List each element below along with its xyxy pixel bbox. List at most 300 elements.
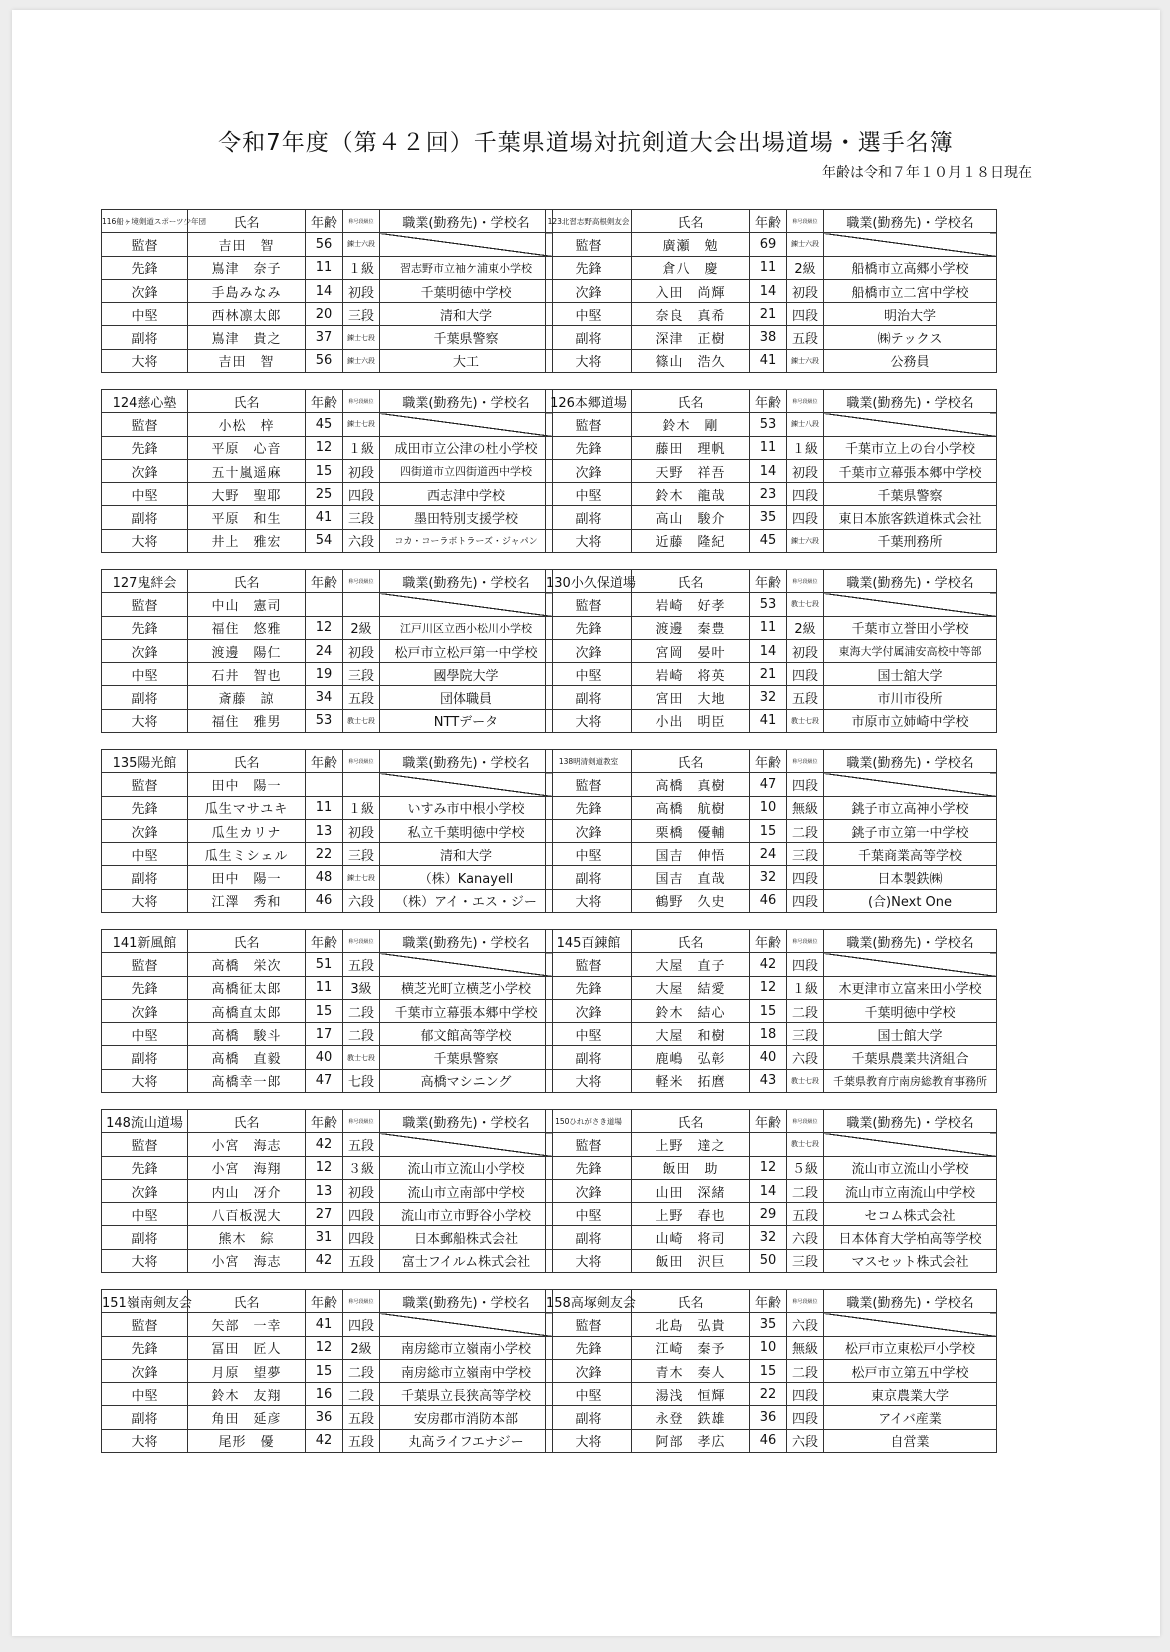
name-cell: 高橋征太郎 bbox=[188, 976, 306, 999]
header-job: 職業(勤務先)・学校名 bbox=[824, 210, 997, 233]
name-cell: 岩崎 好孝 bbox=[632, 593, 750, 616]
rank-cell: 四段 bbox=[787, 866, 824, 889]
job-cell: 千葉市立幕張本郷中学校 bbox=[380, 999, 553, 1022]
job-cell: 団体職員 bbox=[380, 686, 553, 709]
name-cell: 上野 達之 bbox=[632, 1133, 750, 1156]
dojo-name: 150ひれがさき道場 bbox=[546, 1110, 632, 1133]
job-cell: 銚子市立第一中学校 bbox=[824, 819, 997, 842]
age-cell: 35 bbox=[750, 1313, 787, 1336]
position-cell: 中堅 bbox=[546, 303, 632, 326]
header-job: 職業(勤務先)・学校名 bbox=[824, 570, 997, 593]
name-cell: 小松 梓 bbox=[188, 413, 306, 436]
table-row bbox=[102, 663, 553, 686]
header-age: 年齢 bbox=[750, 570, 787, 593]
job-cell: 江戸川区立西小松川小学校 bbox=[380, 616, 553, 639]
position-cell: 副将 bbox=[546, 866, 632, 889]
age-cell: 69 bbox=[750, 233, 787, 256]
age-cell: 12 bbox=[750, 976, 787, 999]
job-cell: 木更津市立富来田小学校 bbox=[824, 976, 997, 999]
dojo-name: 124慈心塾 bbox=[102, 390, 188, 413]
age-cell: 20 bbox=[306, 303, 343, 326]
table-row bbox=[546, 413, 997, 436]
position-cell: 先鋒 bbox=[546, 976, 632, 999]
rank-cell: 初段 bbox=[343, 819, 380, 842]
age-cell: 14 bbox=[306, 279, 343, 302]
name-cell: 手島みなみ bbox=[188, 279, 306, 302]
name-cell: 熊木 綜 bbox=[188, 1226, 306, 1249]
age-cell: 12 bbox=[306, 1156, 343, 1179]
job-cell: 千葉県立長狭高等学校 bbox=[380, 1383, 553, 1406]
job-cell bbox=[824, 1133, 997, 1156]
rank-cell: 四段 bbox=[787, 303, 824, 326]
name-cell: 栗橋 優輔 bbox=[632, 819, 750, 842]
header-job: 職業(勤務先)・学校名 bbox=[824, 930, 997, 953]
rank-cell: 五段 bbox=[343, 953, 380, 976]
age-cell: 10 bbox=[750, 1336, 787, 1359]
table-row bbox=[102, 1313, 553, 1336]
dojo-name: 116船ヶ境剣道スポーツ少年団 bbox=[102, 210, 188, 233]
job-cell: 千葉県農業共済組合 bbox=[824, 1046, 997, 1069]
table-row bbox=[102, 1406, 553, 1429]
job-cell: いすみ市中根小学校 bbox=[380, 796, 553, 819]
age-cell: 42 bbox=[306, 1133, 343, 1156]
page-title: 令和7年度（第４２回）千葉県道場対抗剣道大会出場道場・選手名簿 bbox=[218, 130, 954, 156]
rank-cell: １級 bbox=[787, 436, 824, 459]
table-row bbox=[546, 796, 997, 819]
header-rank: 称号段級位 bbox=[787, 1290, 824, 1313]
name-cell: 宮岡 晏叶 bbox=[632, 639, 750, 662]
position-cell: 先鋒 bbox=[102, 436, 188, 459]
age-cell: 12 bbox=[306, 1336, 343, 1359]
position-cell: 中堅 bbox=[546, 1383, 632, 1406]
position-cell: 監督 bbox=[102, 1313, 188, 1336]
age-cell: 45 bbox=[306, 413, 343, 436]
position-cell: 先鋒 bbox=[102, 1336, 188, 1359]
position-cell: 中堅 bbox=[546, 1203, 632, 1226]
header-rank: 称号段級位 bbox=[343, 1110, 380, 1133]
table-row bbox=[546, 459, 997, 482]
age-cell: 42 bbox=[750, 953, 787, 976]
table-row bbox=[546, 1046, 997, 1069]
job-cell: 明治大学 bbox=[824, 303, 997, 326]
job-cell bbox=[380, 593, 553, 616]
job-cell: （株）Kanayell bbox=[380, 866, 553, 889]
age-cell: 21 bbox=[750, 303, 787, 326]
header-name: 氏名 bbox=[188, 210, 306, 233]
rank-cell: 七段 bbox=[343, 1069, 380, 1092]
table-row bbox=[102, 889, 553, 912]
roster-page bbox=[12, 10, 1160, 1636]
age-cell: 15 bbox=[306, 999, 343, 1022]
position-cell: 次鋒 bbox=[102, 639, 188, 662]
table-row bbox=[546, 1179, 997, 1202]
age-cell: 13 bbox=[306, 1179, 343, 1202]
header-name: 氏名 bbox=[188, 930, 306, 953]
rank-cell: 四段 bbox=[787, 773, 824, 796]
table-row bbox=[546, 1069, 997, 1092]
table-row bbox=[546, 436, 997, 459]
job-cell: 公務員 bbox=[824, 349, 997, 372]
header-age: 年齢 bbox=[306, 1110, 343, 1133]
name-cell: 井上 雅宏 bbox=[188, 529, 306, 552]
table-row bbox=[102, 1383, 553, 1406]
rank-cell: 四段 bbox=[343, 1203, 380, 1226]
job-cell: 習志野市立袖ケ浦東小学校 bbox=[380, 256, 553, 279]
name-cell: 斎藤 諒 bbox=[188, 686, 306, 709]
table-row bbox=[102, 303, 553, 326]
age-cell: 46 bbox=[306, 889, 343, 912]
name-cell: 近藤 隆紀 bbox=[632, 529, 750, 552]
dojo-name: 138明清剣道教室 bbox=[546, 750, 632, 773]
name-cell: 高山 駿介 bbox=[632, 506, 750, 529]
table-row bbox=[546, 483, 997, 506]
age-cell: 53 bbox=[306, 709, 343, 732]
header-rank: 称号段級位 bbox=[343, 1290, 380, 1313]
header-job: 職業(勤務先)・学校名 bbox=[380, 750, 553, 773]
table-row bbox=[546, 709, 997, 732]
position-cell: 副将 bbox=[102, 326, 188, 349]
rank-cell: 二段 bbox=[787, 1359, 824, 1382]
rank-cell: 三段 bbox=[343, 303, 380, 326]
table-row bbox=[102, 999, 553, 1022]
job-cell: 国士舘大学 bbox=[824, 663, 997, 686]
age-cell: 14 bbox=[750, 459, 787, 482]
rank-cell: 五段 bbox=[787, 326, 824, 349]
rank-cell: 五段 bbox=[787, 1203, 824, 1226]
rank-cell: １級 bbox=[343, 796, 380, 819]
job-cell: （株）アイ・エス・ジー bbox=[380, 889, 553, 912]
name-cell: 宮田 大地 bbox=[632, 686, 750, 709]
age-cell: 21 bbox=[750, 663, 787, 686]
age-cell bbox=[306, 593, 343, 616]
team-table bbox=[101, 569, 553, 733]
team-table bbox=[545, 1289, 997, 1453]
table-row bbox=[102, 349, 553, 372]
name-cell: 小宮 海志 bbox=[188, 1133, 306, 1156]
table-row bbox=[546, 256, 997, 279]
name-cell: 瓜生カリナ bbox=[188, 819, 306, 842]
rank-cell: 二段 bbox=[343, 1359, 380, 1382]
age-cell: 24 bbox=[750, 843, 787, 866]
name-cell: 鈴木 結心 bbox=[632, 999, 750, 1022]
header-age: 年齢 bbox=[750, 390, 787, 413]
table-row bbox=[102, 1359, 553, 1382]
job-cell: 千葉刑務所 bbox=[824, 529, 997, 552]
name-cell: 高橋 駿斗 bbox=[188, 1023, 306, 1046]
age-cell: 14 bbox=[750, 279, 787, 302]
table-row bbox=[102, 326, 553, 349]
position-cell: 次鋒 bbox=[546, 1179, 632, 1202]
header-rank: 称号段級位 bbox=[343, 210, 380, 233]
team-table bbox=[545, 749, 997, 913]
age-cell: 14 bbox=[750, 639, 787, 662]
rank-cell: 錬士六段 bbox=[787, 349, 824, 372]
table-row bbox=[546, 843, 997, 866]
position-cell: 中堅 bbox=[102, 303, 188, 326]
rank-cell: １級 bbox=[787, 976, 824, 999]
position-cell: 大将 bbox=[546, 709, 632, 732]
name-cell: 飯田 沢巨 bbox=[632, 1249, 750, 1272]
rank-cell: 錬士七段 bbox=[343, 866, 380, 889]
age-cell: 43 bbox=[750, 1069, 787, 1092]
table-row bbox=[102, 1069, 553, 1092]
name-cell: 国吉 直哉 bbox=[632, 866, 750, 889]
dojo-name: 148流山道場 bbox=[102, 1110, 188, 1133]
dojo-name: 127鬼絆会 bbox=[102, 570, 188, 593]
table-row bbox=[102, 256, 553, 279]
header-name: 氏名 bbox=[632, 1290, 750, 1313]
job-cell: 船橋市立高郷小学校 bbox=[824, 256, 997, 279]
age-cell: 15 bbox=[306, 1359, 343, 1382]
age-cell: 41 bbox=[750, 349, 787, 372]
job-cell: 千葉県警察 bbox=[380, 1046, 553, 1069]
name-cell: 平原 和生 bbox=[188, 506, 306, 529]
rank-cell bbox=[343, 593, 380, 616]
name-cell: 西林凛太郎 bbox=[188, 303, 306, 326]
name-cell: 渡邊 陽仁 bbox=[188, 639, 306, 662]
table-row bbox=[102, 953, 553, 976]
age-cell: 15 bbox=[750, 1359, 787, 1382]
name-cell: 大野 聖耶 bbox=[188, 483, 306, 506]
age-cell: 13 bbox=[306, 819, 343, 842]
job-cell: 市原市立姉崎中学校 bbox=[824, 709, 997, 732]
age-cell: 32 bbox=[750, 1226, 787, 1249]
header-job: 職業(勤務先)・学校名 bbox=[824, 390, 997, 413]
job-cell: 横芝光町立横芝小学校 bbox=[380, 976, 553, 999]
position-cell: 先鋒 bbox=[102, 616, 188, 639]
name-cell: 中山 憲司 bbox=[188, 593, 306, 616]
position-cell: 次鋒 bbox=[546, 459, 632, 482]
name-cell: 高橋 航樹 bbox=[632, 796, 750, 819]
team-table bbox=[545, 929, 997, 1093]
rank-cell: 六段 bbox=[787, 1313, 824, 1336]
age-cell: 11 bbox=[306, 976, 343, 999]
job-cell bbox=[380, 773, 553, 796]
position-cell: 大将 bbox=[102, 709, 188, 732]
header-rank: 称号段級位 bbox=[343, 570, 380, 593]
name-cell: 高橋 直毅 bbox=[188, 1046, 306, 1069]
header-age: 年齢 bbox=[306, 930, 343, 953]
name-cell: 軽米 拓麿 bbox=[632, 1069, 750, 1092]
header-name: 氏名 bbox=[632, 570, 750, 593]
job-cell: 松戸市立第五中学校 bbox=[824, 1359, 997, 1382]
age-cell: 56 bbox=[306, 349, 343, 372]
header-rank: 称号段級位 bbox=[787, 930, 824, 953]
job-cell: 千葉商業高等学校 bbox=[824, 843, 997, 866]
position-cell: 監督 bbox=[102, 953, 188, 976]
age-cell: 12 bbox=[306, 436, 343, 459]
rank-cell: 初段 bbox=[787, 459, 824, 482]
name-cell: 小出 明臣 bbox=[632, 709, 750, 732]
team-header-row bbox=[102, 570, 553, 593]
name-cell: 岩崎 将英 bbox=[632, 663, 750, 686]
table-row bbox=[546, 1383, 997, 1406]
rank-cell: 二段 bbox=[343, 999, 380, 1022]
job-cell bbox=[824, 233, 997, 256]
age-cell: 40 bbox=[750, 1046, 787, 1069]
age-cell: 31 bbox=[306, 1226, 343, 1249]
rank-cell: 錬士六段 bbox=[787, 233, 824, 256]
table-row bbox=[102, 1023, 553, 1046]
header-age: 年齢 bbox=[306, 750, 343, 773]
rank-cell: ５級 bbox=[787, 1156, 824, 1179]
rank-cell: 教士七段 bbox=[787, 709, 824, 732]
job-cell: 清和大学 bbox=[380, 303, 553, 326]
rank-cell: 初段 bbox=[343, 639, 380, 662]
rank-cell: 錬士七段 bbox=[343, 326, 380, 349]
table-row bbox=[546, 1203, 997, 1226]
job-cell: 流山市立南流山中学校 bbox=[824, 1179, 997, 1202]
job-cell bbox=[380, 1133, 553, 1156]
position-cell: 中堅 bbox=[102, 843, 188, 866]
table-row bbox=[102, 1226, 553, 1249]
name-cell: 江澤 秀和 bbox=[188, 889, 306, 912]
job-cell: 南房総市立嶺南中学校 bbox=[380, 1359, 553, 1382]
header-rank: 称号段級位 bbox=[343, 390, 380, 413]
age-cell: 15 bbox=[750, 999, 787, 1022]
age-cell: 36 bbox=[306, 1406, 343, 1429]
age-cell: 50 bbox=[750, 1249, 787, 1272]
age-cell: 56 bbox=[306, 233, 343, 256]
table-row bbox=[102, 483, 553, 506]
job-cell bbox=[824, 953, 997, 976]
position-cell: 監督 bbox=[546, 1133, 632, 1156]
table-row bbox=[102, 1133, 553, 1156]
table-row bbox=[546, 1249, 997, 1272]
age-cell: 11 bbox=[306, 796, 343, 819]
job-cell: 流山市立南部中学校 bbox=[380, 1179, 553, 1202]
header-job: 職業(勤務先)・学校名 bbox=[824, 1110, 997, 1133]
name-cell: 入田 尚輝 bbox=[632, 279, 750, 302]
rank-cell: 無級 bbox=[787, 796, 824, 819]
rank-cell bbox=[343, 773, 380, 796]
name-cell: 嶌津 貴之 bbox=[188, 326, 306, 349]
dojo-name: 141新風館 bbox=[102, 930, 188, 953]
name-cell: 深津 正樹 bbox=[632, 326, 750, 349]
name-cell: 廣瀬 勉 bbox=[632, 233, 750, 256]
table-row bbox=[102, 639, 553, 662]
header-age: 年齢 bbox=[306, 390, 343, 413]
job-cell bbox=[380, 413, 553, 436]
rank-cell: 錬士七段 bbox=[343, 413, 380, 436]
age-cell: 47 bbox=[750, 773, 787, 796]
team-header-row bbox=[546, 210, 997, 233]
position-cell: 副将 bbox=[102, 506, 188, 529]
team-header-row bbox=[546, 750, 997, 773]
rank-cell: 三段 bbox=[343, 843, 380, 866]
position-cell: 監督 bbox=[102, 413, 188, 436]
name-cell: 高橋直太郎 bbox=[188, 999, 306, 1022]
rank-cell: 二段 bbox=[787, 819, 824, 842]
table-row bbox=[546, 889, 997, 912]
job-cell: 流山市立流山小学校 bbox=[380, 1156, 553, 1179]
age-cell: 54 bbox=[306, 529, 343, 552]
age-cell: 11 bbox=[750, 436, 787, 459]
name-cell: 福住 悠雅 bbox=[188, 616, 306, 639]
header-job: 職業(勤務先)・学校名 bbox=[380, 1110, 553, 1133]
name-cell: 田中 陽一 bbox=[188, 773, 306, 796]
rank-cell: 四段 bbox=[787, 1406, 824, 1429]
position-cell: 副将 bbox=[102, 1406, 188, 1429]
rank-cell: １級 bbox=[343, 436, 380, 459]
table-row bbox=[102, 843, 553, 866]
rank-cell: 3級 bbox=[343, 976, 380, 999]
age-cell: 22 bbox=[306, 843, 343, 866]
name-cell: 篠山 浩久 bbox=[632, 349, 750, 372]
age-cell: 46 bbox=[750, 1429, 787, 1452]
name-cell: 瓜生ミシェル bbox=[188, 843, 306, 866]
position-cell: 先鋒 bbox=[546, 1336, 632, 1359]
job-cell: 安房郡市消防本部 bbox=[380, 1406, 553, 1429]
position-cell: 中堅 bbox=[546, 483, 632, 506]
rank-cell: 二段 bbox=[787, 999, 824, 1022]
age-cell: 51 bbox=[306, 953, 343, 976]
position-cell: 次鋒 bbox=[102, 1359, 188, 1382]
position-cell: 大将 bbox=[546, 889, 632, 912]
position-cell: 次鋒 bbox=[546, 639, 632, 662]
job-cell: 大工 bbox=[380, 349, 553, 372]
job-cell: 千葉明徳中学校 bbox=[824, 999, 997, 1022]
table-row bbox=[546, 1406, 997, 1429]
job-cell: (合)Next One bbox=[824, 889, 997, 912]
name-cell: 鶴野 久史 bbox=[632, 889, 750, 912]
table-row bbox=[546, 1336, 997, 1359]
job-cell: 國學院大学 bbox=[380, 663, 553, 686]
name-cell: 冨田 匠人 bbox=[188, 1336, 306, 1359]
table-row bbox=[102, 686, 553, 709]
position-cell: 副将 bbox=[102, 866, 188, 889]
position-cell: 先鋒 bbox=[546, 616, 632, 639]
job-cell: セコム株式会社 bbox=[824, 1203, 997, 1226]
age-cell: 45 bbox=[750, 529, 787, 552]
table-row bbox=[102, 1429, 553, 1452]
table-row bbox=[102, 866, 553, 889]
name-cell: 平原 心音 bbox=[188, 436, 306, 459]
table-row bbox=[102, 976, 553, 999]
table-row bbox=[102, 1046, 553, 1069]
table-row bbox=[102, 773, 553, 796]
age-cell: 32 bbox=[750, 866, 787, 889]
age-cell: 35 bbox=[750, 506, 787, 529]
team-table bbox=[545, 209, 997, 373]
position-cell: 副将 bbox=[102, 1046, 188, 1069]
age-cell: 24 bbox=[306, 639, 343, 662]
team-table bbox=[101, 389, 553, 553]
job-cell: アイバ産業 bbox=[824, 1406, 997, 1429]
rank-cell: 五段 bbox=[343, 1133, 380, 1156]
rank-cell: 四段 bbox=[787, 663, 824, 686]
table-row bbox=[546, 616, 997, 639]
name-cell: 江崎 秦予 bbox=[632, 1336, 750, 1359]
name-cell: 八百板滉大 bbox=[188, 1203, 306, 1226]
header-name: 氏名 bbox=[632, 930, 750, 953]
position-cell: 監督 bbox=[546, 1313, 632, 1336]
table-row bbox=[546, 1156, 997, 1179]
name-cell: 湯浅 恒輝 bbox=[632, 1383, 750, 1406]
age-cell: 15 bbox=[306, 459, 343, 482]
team-header-row bbox=[546, 1110, 997, 1133]
name-cell: 嶌津 奈子 bbox=[188, 256, 306, 279]
position-cell: 中堅 bbox=[546, 663, 632, 686]
team-header-row bbox=[546, 1290, 997, 1313]
rank-cell: 錬士六段 bbox=[343, 349, 380, 372]
name-cell: 国吉 伸悟 bbox=[632, 843, 750, 866]
rank-cell: 教士七段 bbox=[787, 593, 824, 616]
header-rank: 称号段級位 bbox=[787, 570, 824, 593]
age-cell: 53 bbox=[750, 413, 787, 436]
table-row bbox=[102, 593, 553, 616]
name-cell: 永登 鉄雄 bbox=[632, 1406, 750, 1429]
